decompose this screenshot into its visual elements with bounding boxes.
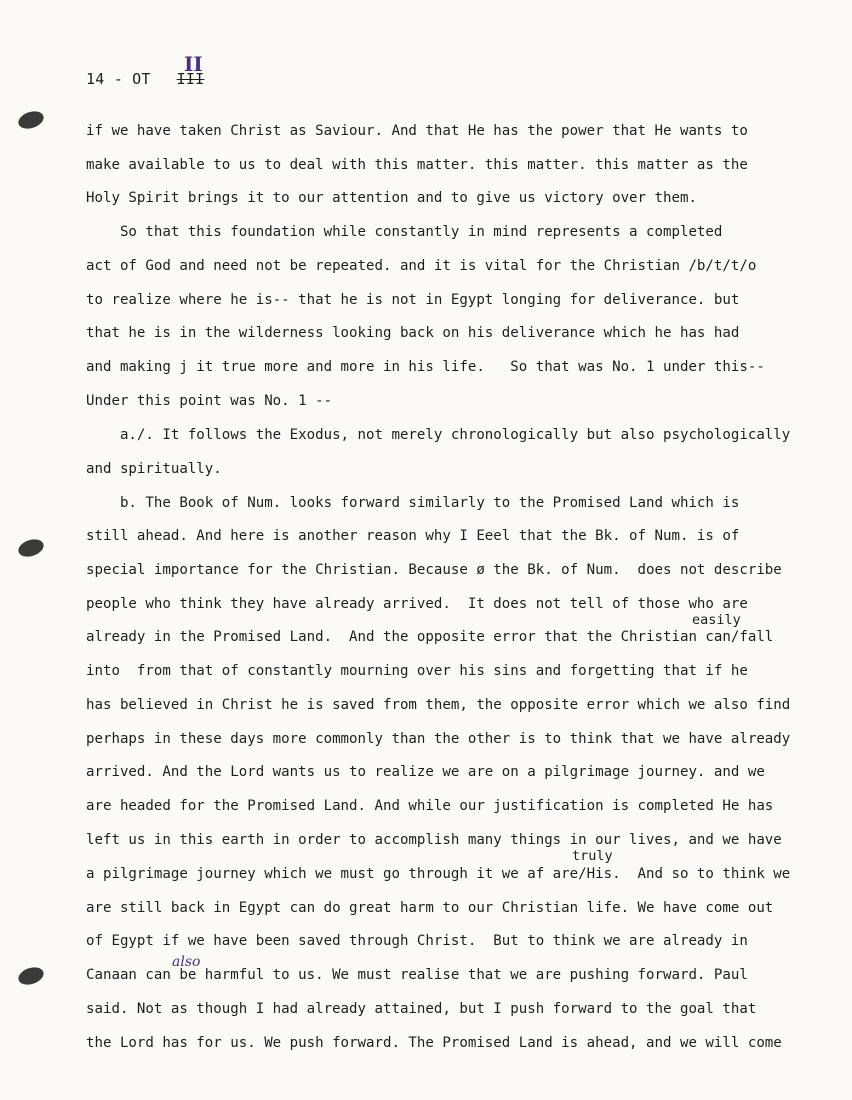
text-line: already in the Promised Land. And the opposite error that the Christian can/fall [86, 629, 774, 645]
text-line: Canaan can be harmful to us. We must realise that we are pushing forward. Paul [86, 967, 748, 983]
punch-hole [16, 108, 46, 131]
text-line: the Lord has for us. We push forward. The Promised Land is ahead, and we will come [86, 1035, 782, 1051]
text-line: has believed in Christ he is saved from them, the opposite error which we also find [86, 697, 791, 713]
text-line: So that this foundation while constantly in mind represents a completed [86, 224, 723, 240]
text-line: of Egypt if we have been saved through Christ. But to think we are already in [86, 933, 748, 949]
text-line: people who think they have already arrived. It does not tell of those who are [86, 596, 748, 612]
text-line: to realize where he is-- that he is not in Egypt longing for deliverance. but [86, 292, 740, 308]
text-line: said. Not as though I had already attained, but I push forward to the goal that [86, 1001, 757, 1017]
text-line: a pilgrimage journey which we must go through it we af are/His. And so to think we [86, 866, 791, 882]
text-line: that he is in the wilderness looking back on his deliverance which he has had [86, 325, 740, 341]
page-label: 14 - OT [86, 70, 151, 88]
text-line: b. The Book of Num. looks forward similarly to the Promised Land which is [86, 495, 740, 511]
text-line: are headed for the Promised Land. And while our justification is completed He has [86, 798, 774, 814]
text-line: a./. It follows the Exodus, not merely chronologically but also psychologically [86, 427, 791, 443]
text-line: left us in this earth in order to accomplish many things in our lives, and we have [86, 832, 782, 848]
text-line: arrived. And the Lord wants us to realize we are on a pilgrimage journey. and we [86, 764, 765, 780]
text-line: Under this point was No. 1 -- [86, 393, 333, 409]
text-line: special importance for the Christian. Because ø the Bk. of Num. does not describe [86, 562, 782, 578]
text-line: are still back in Egypt can do great harm to our Christian life. We have come out [86, 900, 774, 916]
text-line: if we have taken Christ as Saviour. And that He has the power that He wants to [86, 123, 748, 139]
text-line: into from that of constantly mourning over his sins and forgetting that if he [86, 663, 748, 679]
text-line: and spiritually. [86, 461, 222, 477]
text-line: act of God and need not be repeated. and it is vital for the Christian /b/t/t/o [86, 258, 757, 274]
struck-roman-numeral: III [176, 70, 205, 88]
text-line: and making j it true more and more in his life. So that was No. 1 under this-- [86, 359, 765, 375]
handwritten-roman-numeral: II [184, 52, 203, 76]
interlinear-insertion: truly [572, 848, 613, 864]
punch-hole [16, 536, 46, 559]
interlinear-insertion: easily [692, 612, 741, 628]
text-line: Holy Spirit brings it to our attention and to give us victory over them. [86, 190, 697, 206]
punch-hole [16, 964, 46, 987]
text-line: perhaps in these days more commonly than the other is to think that we have already [86, 731, 791, 747]
text-line: still ahead. And here is another reason why I Eeel that the Bk. of Num. is of [86, 528, 740, 544]
handwritten-insertion: also [172, 954, 201, 970]
text-line: make available to us to deal with this matter. this matter. this matter as the [86, 157, 748, 173]
